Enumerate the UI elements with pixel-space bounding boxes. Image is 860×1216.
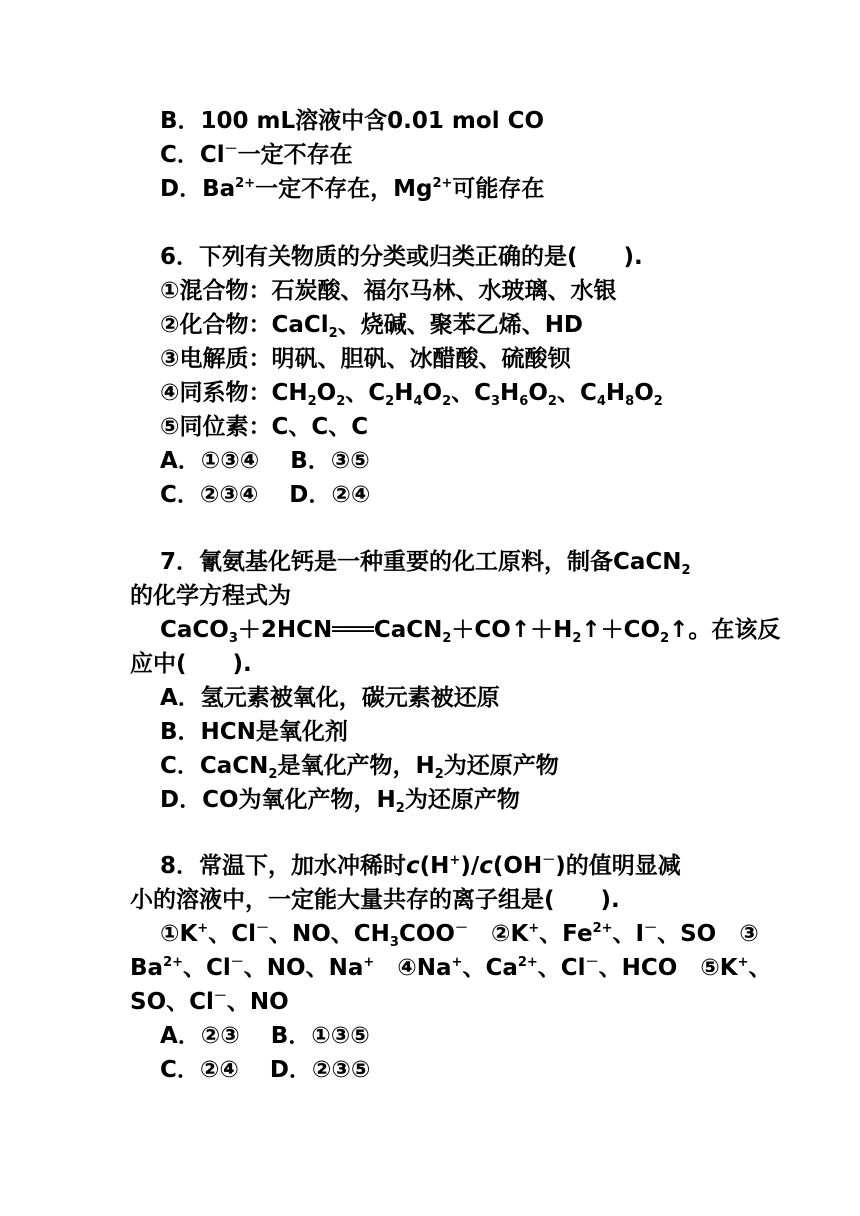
q5-option-d: D．$Ba^{2+}$一定不存在，$Mg^{2+}$可能存在 bbox=[160, 176, 545, 202]
q6-stem: 6．下列有关物质的分类或归类正确的是( ). bbox=[160, 244, 643, 270]
q6-options-cd: C．②③④ D．②④ bbox=[160, 482, 371, 508]
q8-options-ab: A．②③ B．①③⑤ bbox=[160, 1023, 370, 1049]
q7-option-a: A．氢元素被氧化，碳元素被还原 bbox=[160, 685, 500, 711]
q8-ions-line-2: $Ba^{2+}$、Cl－、NO、Na+ ④Na+、$Ca^{2+}$、Cl－、HCO ⑤K+、 bbox=[130, 955, 772, 981]
q8-ions-line-3: SO、Cl－、NO bbox=[130, 989, 289, 1015]
q7-option-c: C．CaCN$_2$是氧化产物，$H_2$为还原产物 bbox=[160, 753, 559, 782]
q8-options-cd: C．②④ D．②③⑤ bbox=[160, 1057, 371, 1083]
q8-stem-line-1: 8．常温下，加水冲稀时c(H+)/c(OH－)的值明显减 bbox=[160, 853, 681, 879]
q5-option-c: C．Cl－一定不存在 bbox=[160, 142, 353, 168]
q6-options-ab: A．①③④ B．③⑤ bbox=[160, 448, 370, 474]
q7-stem-line-3: 应中( ). bbox=[130, 651, 252, 677]
q8-ions-line-1: ①K+、Cl－、NO、$CH_3COO^-$ ②K+、$Fe^{2+}$、I－、SO ③ bbox=[160, 921, 759, 950]
q7-option-d: D．CO为氧化产物，$H_2$为还原产物 bbox=[160, 787, 520, 816]
q7-stem-line-1: 7．氰氨基化钙是一种重要的化工原料，制备CaCN$_2$ bbox=[160, 549, 691, 578]
q6-item-4: ④同系物：$CH_2O_2$、$C_2H_4O_2$、$C_3H_6O_2$、$C_4H_8O_2$ bbox=[160, 380, 663, 409]
q7-equation: $CaCO_3+2HCN═══CaCN_2+CO↑+H_2↑+CO_2↑$。在该反 bbox=[160, 617, 781, 646]
q6-item-2: ②化合物：CaCl$_2$、烧碱、聚苯乙烯、HD bbox=[160, 312, 584, 341]
q6-item-5: ⑤同位素：C、C、C bbox=[160, 414, 369, 440]
q5-option-b: B．100 mL溶液中含0.01 mol CO bbox=[160, 108, 545, 134]
q7-option-b: B．HCN是氧化剂 bbox=[160, 719, 348, 745]
q8-stem-line-2: 小的溶液中，一定能大量共存的离子组是( ). bbox=[130, 887, 620, 913]
q6-item-3: ③电解质：明矾、胆矾、冰醋酸、硫酸钡 bbox=[160, 346, 571, 372]
q7-stem-line-2: 的化学方程式为 bbox=[130, 583, 291, 609]
q6-item-1: ①混合物：石炭酸、福尔马林、水玻璃、水银 bbox=[160, 278, 617, 304]
